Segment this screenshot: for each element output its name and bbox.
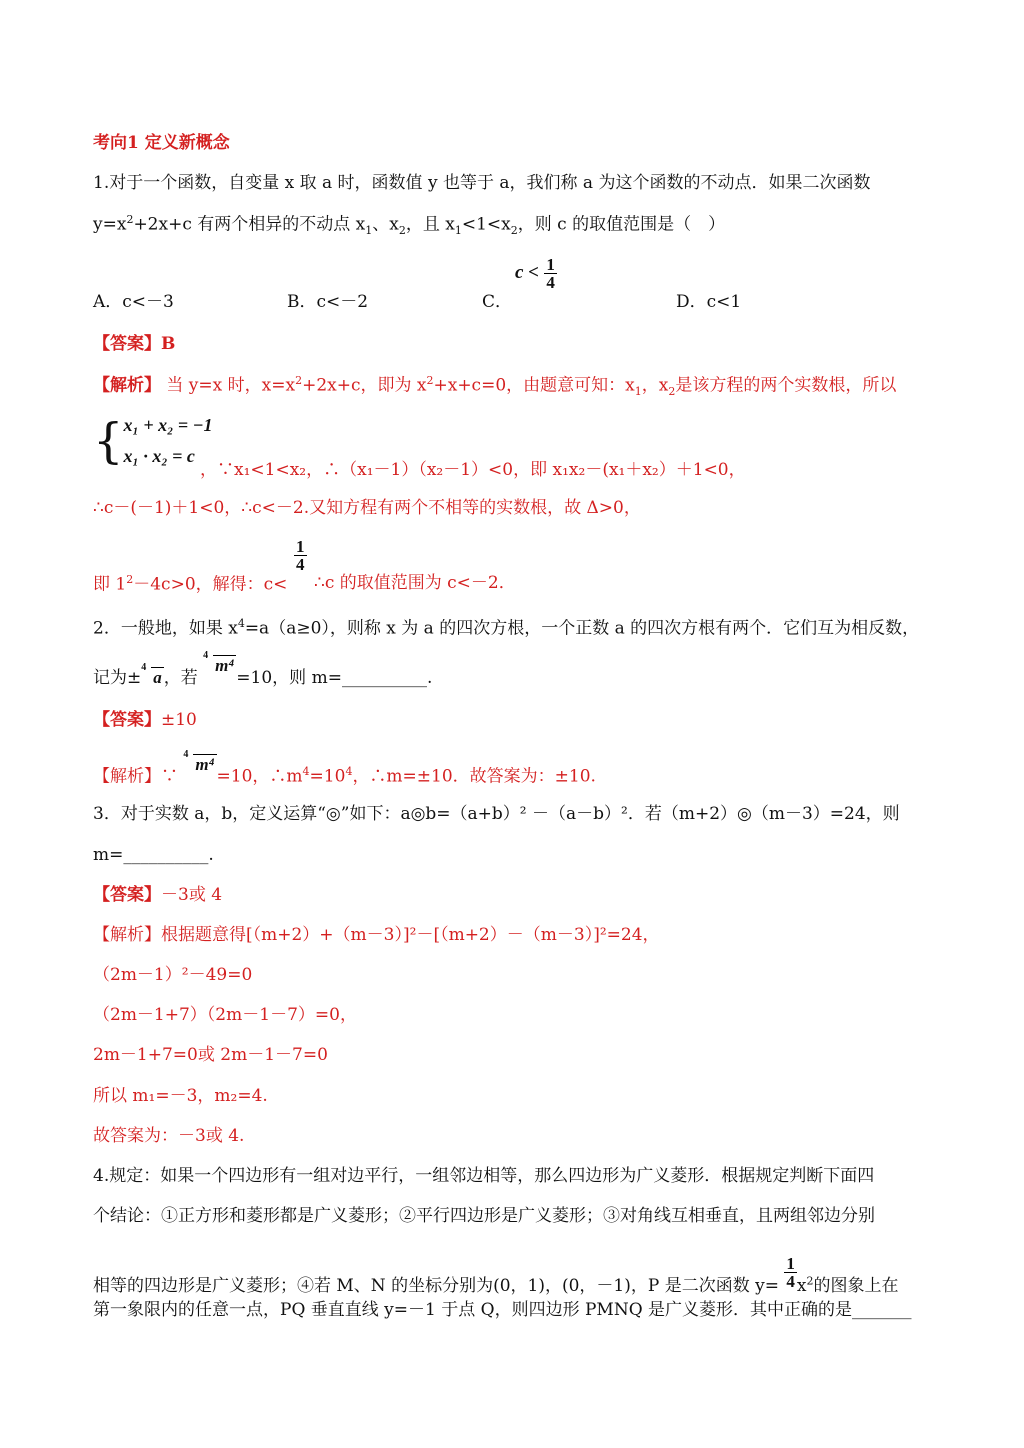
q1-line2: $y=x^2+2x+c$ 有两个相异的不动点 $x_1$、$x_2$，且 $x_1<1<x_2$，则 c 的取值范围是（ ）	[93, 213, 726, 238]
q1-analysis-line4-end: ∴c 的取值范围为 c<－2．	[314, 573, 516, 593]
q4-line3: 相等的四边形是广义菱形；④若 M、N 的坐标分别为(0，1)，(0，－1)，P 是二次函数 y= $\frac{1}{4}$ $x^2$的图象上在	[93, 1254, 899, 1296]
q2-answer: 【答案】±10	[93, 710, 197, 730]
q1-option-b: B．c<－2	[287, 292, 369, 312]
q1-analysis-line4: 即 $1^2-4c>0$，解得：c<	[93, 573, 288, 595]
section-title: 考向1 定义新概念	[93, 133, 230, 153]
q1-analysis-fraction	[294, 538, 307, 573]
q1-answer: 【答案】B	[93, 334, 176, 354]
fourth-root-a: 4 a	[141, 662, 162, 687]
q1-option-c-expr: c < $\frac{1}{4}$	[515, 255, 555, 292]
q4-line2: 个结论：①正方形和菱形都是广义菱形；②平行四边形是广义菱形；③对角线互相垂直，且两组邻边分别	[93, 1206, 875, 1226]
q2-analysis: 【解析】∵ 4 m⁴=10，$\therefore m^4=10^4$，∴m=±10．故答案为：±10.	[93, 748, 596, 787]
q3-answer: 【答案】－3或 4	[93, 885, 223, 905]
fourth-root-m4: 4 m⁴	[183, 748, 215, 774]
q4-line4: 第一象限内的任意一点，PQ 垂直直线 y=－1 于点 Q，则四边形 PMNQ 是广义菱形．其中正确的是_______	[93, 1300, 912, 1320]
fraction-one-quarter: $\frac{1}{4}$	[546, 255, 555, 292]
q3-analysis-line6: 故答案为：－3或 4.	[93, 1126, 245, 1146]
q2-line2: 记为± 4 a ，若 4 m⁴=10，则 m=__________.	[93, 650, 433, 688]
q1-line1: 1.对于一个函数，自变量 x 取 a 时，函数值 y 也等于 a，我们称 a 为这个函数的不动点．如果二次函数	[93, 173, 871, 193]
fraction-one-quarter: $\frac{1}{4}$	[296, 537, 305, 574]
q1-equation-system: { x₁ + x₂ = −1 x₁ · x₂ = c	[93, 412, 213, 469]
fraction-one-quarter: $\frac{1}{4}$	[786, 1254, 795, 1291]
q1-option-c-label: C．	[482, 292, 513, 312]
q3-analysis-line5: 所以 m₁=－3，m₂=4.	[93, 1086, 268, 1106]
q3-analysis-line2: （2m－1）²－49=0	[93, 965, 253, 985]
q1-option-d: D．c<1	[676, 292, 742, 312]
q3-analysis-line4: 2m－1+7=0或 2m－1－7=0	[93, 1045, 328, 1065]
q4-line1: 4.规定：如果一个四边形有一组对边平行，一组邻边相等，那么四边形为广义菱形．根据规定判断下面四	[93, 1166, 875, 1186]
q2-line1: 2．一般地，如果 $x^4=a(a\ge 0)$，则称 x 为 a 的四次方根，一个正数 a 的四次方根有两个．它们互为相反数，	[93, 617, 920, 639]
q3-line2: m=__________.	[93, 845, 214, 865]
q3-line1: 3．对于实数 a，b，定义运算“◎”如下：a◎b=（a+b）² －（a－b）²．若（m+2）◎（m－3）=24，则	[93, 804, 900, 824]
brace-symbol: {	[93, 412, 124, 469]
q3-analysis-line3: （2m－1+7）（2m－1－7）=0，	[93, 1005, 357, 1025]
q1-analysis-line3: ∴c－(－1)＋1<0，∴c<－2.又知方程有两个不相等的实数根，故 Δ>0，	[93, 498, 641, 518]
q1-analysis-line1: 【解析】 当 y=x 时，$x=x^2+2x+c$，即为 $x^2+x+c=0$，由题意可知：$x_1$，$x_2$是该方程的两个实数根，所以	[93, 374, 897, 399]
fourth-root-m4: 4 m⁴	[203, 650, 235, 675]
q1-analysis-line2: ，∵x₁<1<x₂，∴（x₁－1）（x₂－1）<0，即 x₁x₂－(x₁＋x₂）＋1<0，	[200, 460, 746, 480]
q1-option-a: A．c<－3	[93, 292, 174, 312]
q3-analysis-line1: 【解析】根据题意得[（m+2）+（m－3）]²－[（m+2）－（m－3）]²=24，	[93, 925, 660, 945]
